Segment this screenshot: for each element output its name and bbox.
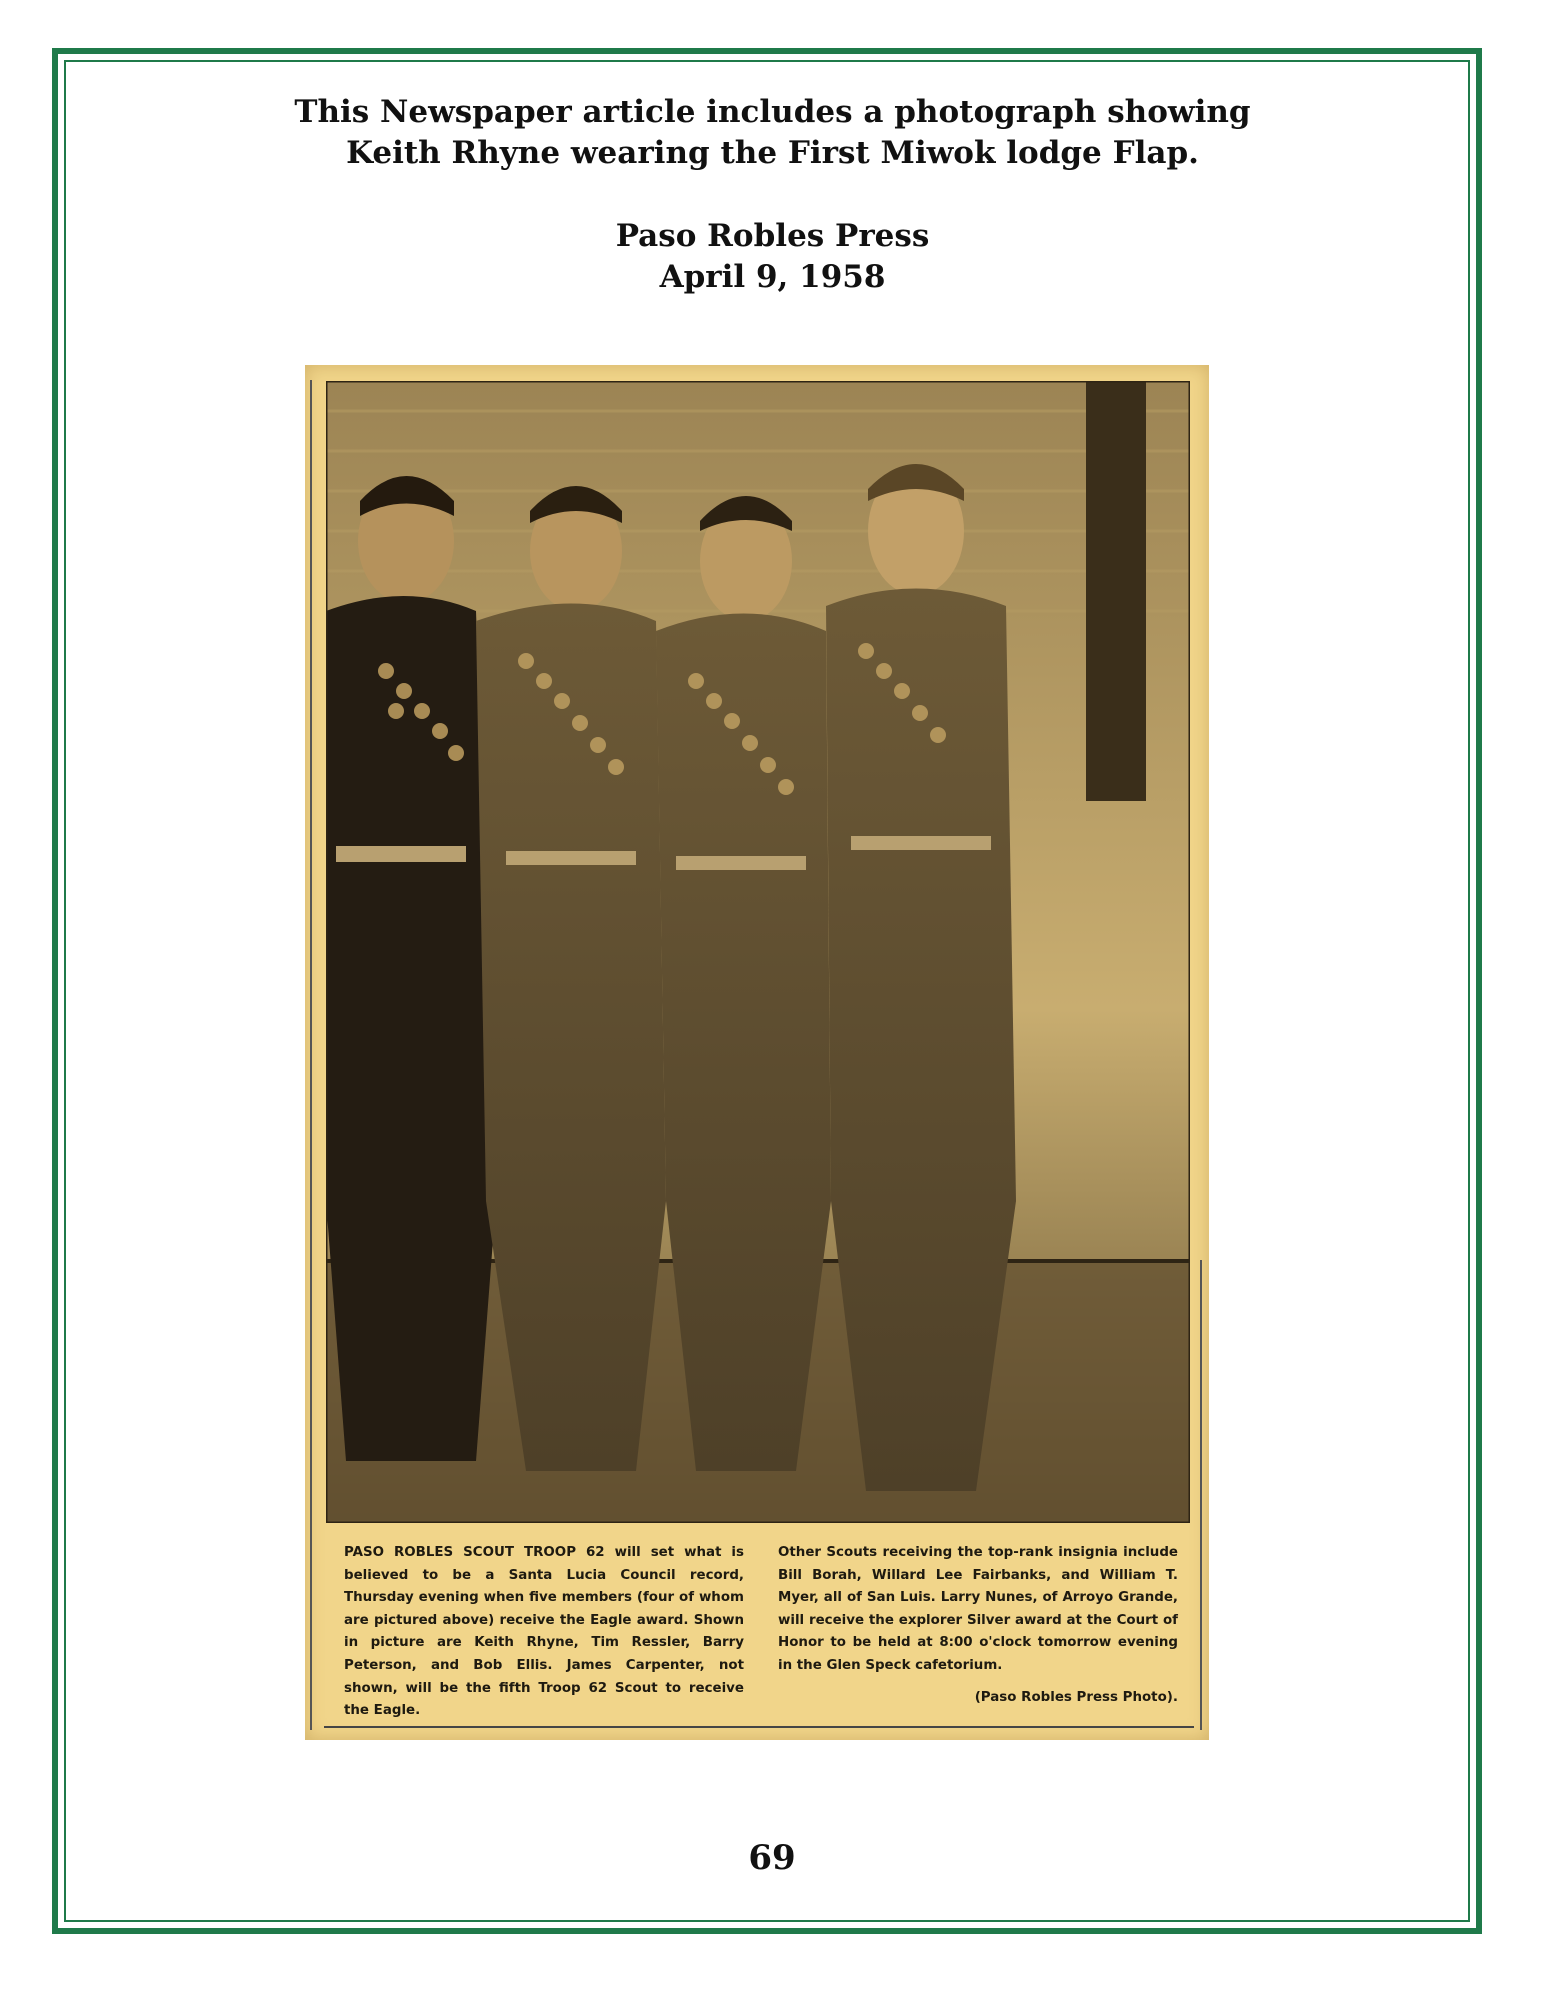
scouts-photograph: [326, 381, 1190, 1523]
clipping-column-rule-right: [1200, 1260, 1202, 1730]
scout-figure-4: [826, 464, 1016, 1491]
page-number: 69: [748, 1838, 796, 1878]
caption-column-right: Other Scouts receiving the top-rank insignia include Bill Borah, Willard Lee Fairbanks, and William T. Myer, all of San Luis. Larry Nunes, of Arroyo Grande, will receive the explorer Silver award at the Court of Honor to be held at 8:00 o'clock tomorrow evening in the Glen Speck cafetorium.: [778, 1545, 1178, 1673]
source-name: Paso Robles Press: [615, 218, 930, 254]
intro-line-1: This Newspaper article includes a photograph showing: [294, 94, 1251, 130]
source-block: [200, 216, 1345, 298]
clipping-bottom-rule: [324, 1726, 1194, 1728]
intro-line-2: Keith Rhyne wearing the First Miwok lodge Flap.: [346, 135, 1199, 171]
photo-credit: (Paso Robles Press Photo).: [974, 1690, 1178, 1705]
scout-figure-2: [476, 486, 666, 1471]
source-date: April 9, 1958: [659, 259, 886, 295]
scout-figure-3: [656, 496, 831, 1471]
scout-figure-1: [326, 476, 496, 1461]
clipping-column-rule-left: [310, 380, 312, 1730]
intro-text: [200, 92, 1345, 174]
caption-column-left: PASO ROBLES SCOUT TROOP 62 will set what is believed to be a Santa Lucia Council record, Thursday evening when five members (four of whom are pictured above) receive the Eagle award. Shown in picture are Keith Rhyne, Tim Ressler, Barry Peterson, and Bob Ellis. James Carpenter, not shown, will be the fifth Troop 62 Scout to receive the Eagle.: [344, 1545, 744, 1719]
